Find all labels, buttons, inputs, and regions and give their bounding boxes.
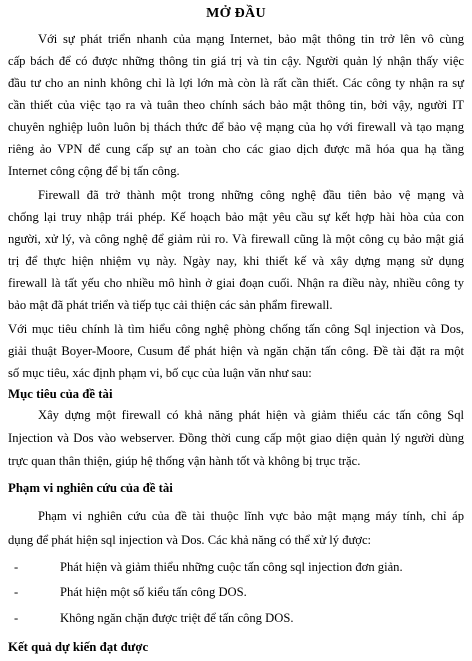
list-item-text: Phát hiện và giảm thiểu những cuộc tấn công sql injection đơn giản. [60,560,403,574]
firewall-line-2: chống lại truy nhập trái phép. Kế hoạch bảo mật yêu cầu sự kết hợp hài hòa của con [8,210,464,224]
firewall-line-5: firewall là tất yếu cho nhiều mô hình ở giai đoạn cuối. Nhận ra điều này, nhiều công ty [8,276,464,290]
intro-line-5: chuyên nghiệp luôn luôn bị thách thức để bảo vệ mạng của họ với firewall và tạo mạng [8,120,464,134]
scope-heading: Phạm vi nghiên cứu của đề tài [8,481,173,495]
intro-line-1: Với sự phát triển nhanh của mạng Internet, bảo mật thông tin trở lên vô cùng [38,32,464,46]
scope-line-2: dụng để phát hiện sql injection và Dos. Các khả năng có thể xử lý được: [8,533,372,547]
bullet-marker: - [14,560,19,574]
intro-line-6: riêng ảo VPN để cung cấp sự an toàn cho các giao dịch được mã hóa qua hạ tầng [8,142,464,156]
list-item-text: Phát hiện một số kiểu tấn công DOS. [60,585,247,599]
bullet-marker: - [14,611,19,625]
firewall-line-4: trị để thực hiện nhiệm vụ này. Ngày nay, khi thiết kế và xây dựng mạng sử dụng [8,254,464,268]
firewall-line-1: Firewall đã trở thành một trong những công nghệ đầu tiên bảo vệ mạng và [38,188,464,202]
objective-heading: Mục tiêu của đề tài [8,387,113,401]
list-item-text: Không ngăn chặn được triệt để tấn công DOS. [60,611,294,625]
objective-line-2: Injection và Dos vào webserver. Đồng thời cung cấp một giao diện quản lý người dùng [8,431,464,445]
intro-line-2: cấp bách để có được những thông tin giá trị và tin cậy. Người quản lý nhận thấy việc [8,54,464,68]
goal-line-1: Với mục tiêu chính là tìm hiểu công nghệ phòng chống tấn công Sql injection và Dos, [8,322,464,336]
firewall-line-6: bảo mật đã phát triển và tiếp tục cải thiện các sản phẩm firewall. [8,298,333,312]
results-heading: Kết quả dự kiến đạt được [8,640,149,654]
bullet-marker: - [14,585,19,599]
objective-line-1: Xây dựng một firewall có khả năng phát hiện và giảm thiểu các tấn công Sql [38,408,464,422]
firewall-line-3: người, xử lý, và công nghệ để giảm rủi ro. Và firewall cũng là một công cụ bảo mật giá [8,232,464,246]
goal-line-2: giải thuật Boyer-Moore, Cusum để phát hiện và ngăn chặn tấn công. Đề tài đặt ra một [8,344,464,358]
page-title: MỞ ĐẦU [206,6,266,21]
intro-line-3: đầu tư cho an ninh không chỉ là lợi lớn mà còn là rất cần thiết. Các công ty nhận ra sự [8,76,464,90]
intro-line-4: cần thiết của việc tạo ra và tuân theo chính sách bảo mật thông tin, bởi vậy, người IT [8,98,464,112]
objective-line-3: trực quan thân thiện, giúp hệ thống vận hành tốt và không bị trục trặc. [8,454,361,468]
intro-line-7: Internet công cộng để bị tấn công. [8,164,180,178]
scope-line-1: Phạm vi nghiên cứu của đề tài thuộc lĩnh vực bảo mật mạng máy tính, chỉ áp [38,509,464,523]
goal-line-3: số mục tiêu, xác định phạm vi, bố cục của luận văn như sau: [8,366,312,380]
